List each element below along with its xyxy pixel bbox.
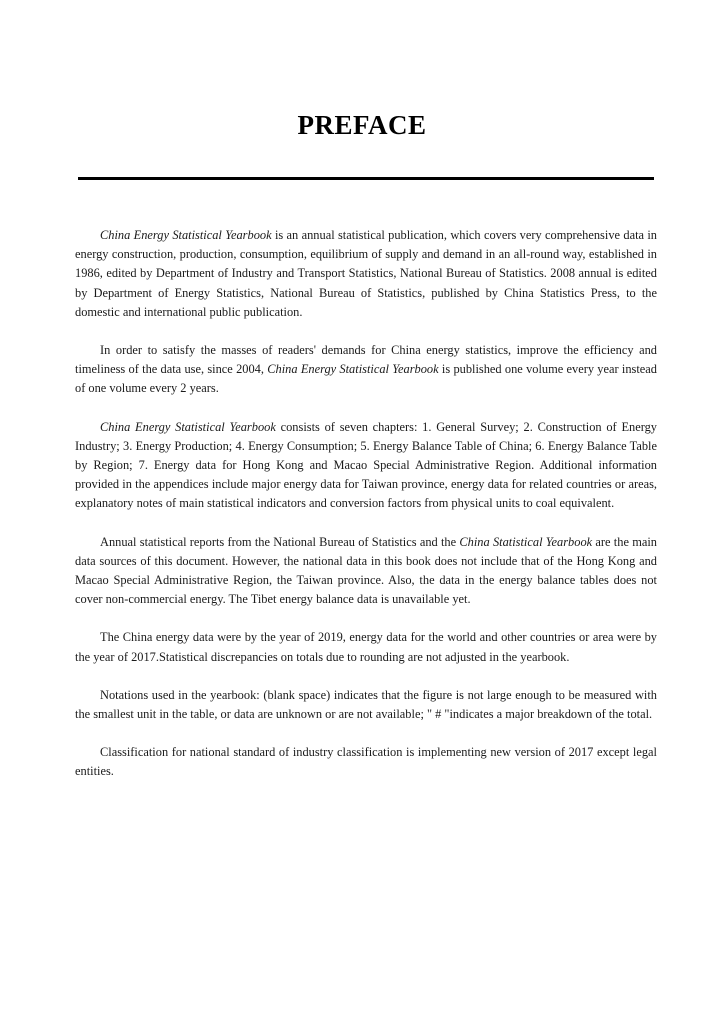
yearbook-title-italic: China Energy Statistical Yearbook xyxy=(100,419,276,434)
paragraph-chapters-text: consists of seven chapters: 1. General Survey; 2. Construction of Energy Industry; 3. Energy Production; 4. Energy Consumption; 5. Energy Balance Table of China; 6. Energy Balance Table by Region; 7. Energy data for Hong Kong and Macao Special Administrative Region. Additional information provided in the appendices include major energy data for Taiwan province, energy data for related countries or areas, explanatory notes of main statistical indicators and conversion factors from physical units to coal equivalent. xyxy=(75,419,658,511)
paragraph-notations: Notations used in the yearbook: (blank space) indicates that the figure is not large enough to be measured with the smallest unit in the table, or data are unknown or are not available; " # "indicates a major breakdown of the total. xyxy=(75,687,657,722)
statistical-yearbook-title-italic: China Statistical Yearbook xyxy=(459,534,593,549)
paragraph-frequency xyxy=(75,341,657,399)
paragraph-sources-text-after: are the main data sources of this document. However, the national data in this book does not include that of the Hong Kong and Macao Special Administrative Region, the Taiwan province. Also, the data in the energy balance tables does not cover non-commercial energy. The Tibet energy balance data is unavailable yet. xyxy=(75,534,657,607)
title-divider xyxy=(78,177,654,180)
paragraph-classification: Classification for national standard of industry classification is implementing new version of 2017 except legal entities. xyxy=(75,745,657,779)
paragraph-intro-text: is an annual statistical publication, which covers very comprehensive data in energy construction, production, consumption, equilibrium of supply and demand in an all-round way, established in 1986, edited by Department of Industry and Transport Statistics, National Bureau of Statistics. 2008 annual is edited by Department of Energy Statistics, National Bureau of Statistics, published by China Statistics Press, to the domestic and international public publication. xyxy=(75,228,657,319)
paragraph-frequency-text-after: is published one volume every year instead of one volume every 2 years. xyxy=(75,362,658,396)
paragraph-sources-text-before: Annual statistical reports from the National Bureau of Statistics and the xyxy=(100,534,460,549)
yearbook-title-italic: China Energy Statistical Yearbook xyxy=(267,362,439,377)
yearbook-title-italic: China Energy Statistical Yearbook xyxy=(100,228,272,242)
paragraph-frequency-text-before: In order to satisfy the masses of readers' demands for China energy statistics, improve the efficiency and timeliness of the data use, since 2004, xyxy=(75,343,657,377)
paragraph-data-years: The China energy data were by the year of 2019, energy data for the world and other countries or area were by the year of 2017.Statistical discrepancies on totals due to rounding are not adjusted in the yearbook. xyxy=(75,630,657,664)
page-title: PREFACE xyxy=(297,110,427,140)
paragraph-intro xyxy=(75,226,657,322)
preface-body xyxy=(75,226,657,782)
paragraph-sources xyxy=(75,533,657,610)
paragraph-chapters xyxy=(75,418,657,514)
